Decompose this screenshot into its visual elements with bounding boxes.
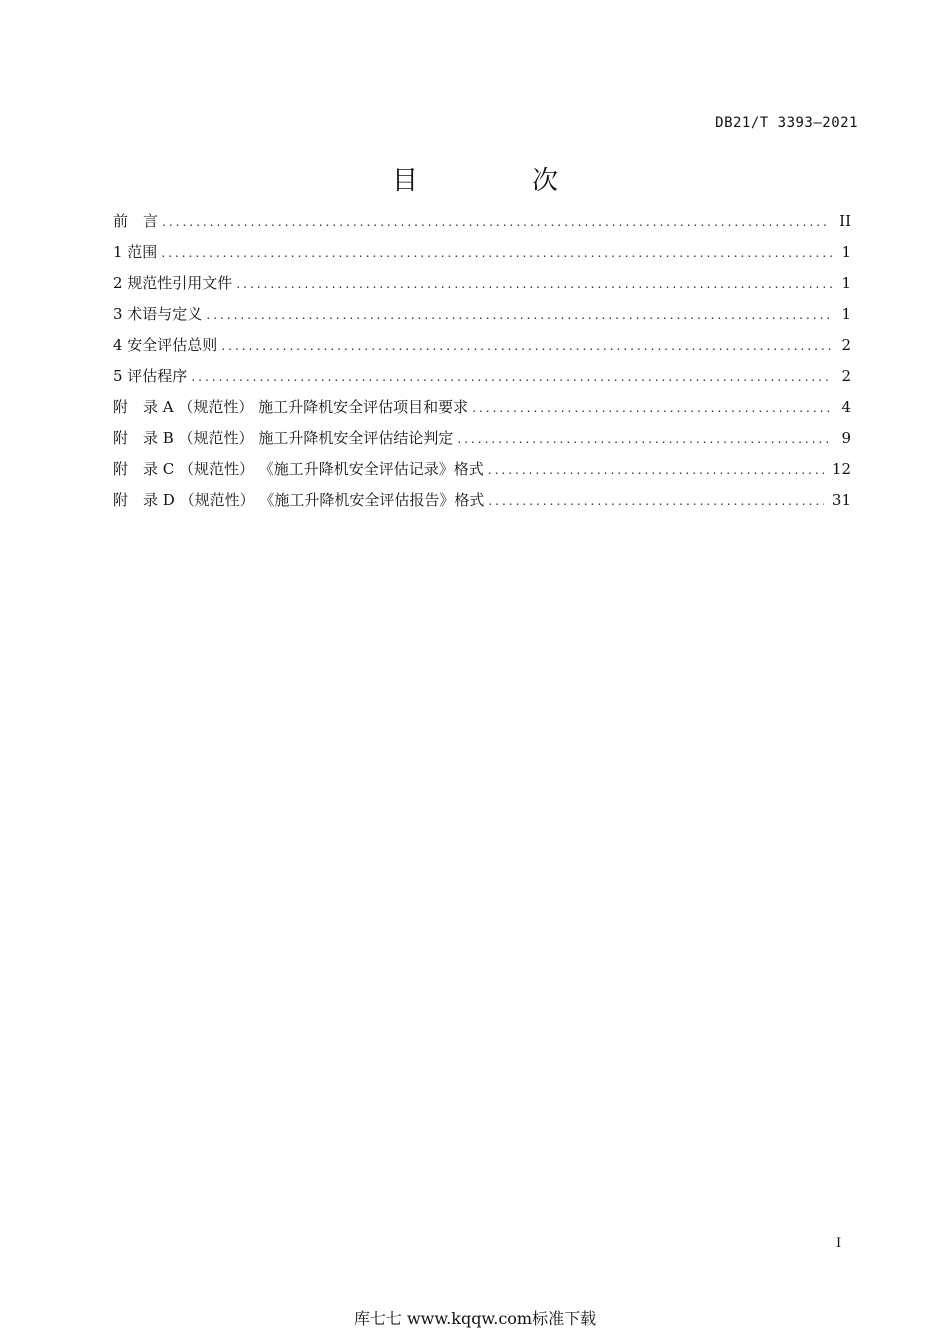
toc-entry-page: 2 bbox=[841, 336, 851, 354]
toc-entry[interactable] bbox=[113, 427, 851, 458]
toc-leader-dots bbox=[161, 246, 833, 260]
footer-watermark: 库七七 www.kqqw.com标准下载 bbox=[353, 1309, 597, 1328]
document-code: DB21/T 3393—2021 bbox=[715, 115, 858, 131]
toc-entry-label: 1 范围 bbox=[113, 243, 158, 261]
toc-leader-dots bbox=[221, 339, 833, 353]
toc-entry-label: 附 录 C （规范性） 《施工升降机安全评估记录》格式 bbox=[113, 460, 484, 478]
toc-entry[interactable] bbox=[113, 396, 851, 427]
page-title: 目 次 bbox=[391, 166, 602, 196]
toc-entry-page: 12 bbox=[831, 460, 851, 478]
page-number: I bbox=[836, 1236, 842, 1251]
toc-entry[interactable] bbox=[113, 458, 851, 489]
toc-entry-page: 1 bbox=[841, 305, 851, 323]
toc-entry-label: 前 言 bbox=[113, 212, 159, 230]
toc-entry[interactable] bbox=[113, 489, 851, 520]
toc-leader-dots bbox=[488, 494, 824, 508]
toc-leader-dots bbox=[162, 215, 831, 229]
toc-entry[interactable] bbox=[113, 210, 851, 241]
toc-entry-label: 4 安全评估总则 bbox=[113, 336, 218, 354]
toc-entry[interactable] bbox=[113, 272, 851, 303]
toc-entry-label: 5 评估程序 bbox=[113, 367, 188, 385]
toc-entry-page: 9 bbox=[841, 429, 851, 447]
table-of-contents bbox=[113, 210, 851, 520]
toc-entry-page: 1 bbox=[841, 274, 851, 292]
toc-entry[interactable] bbox=[113, 303, 851, 334]
toc-entry-label: 附 录 D （规范性） 《施工升降机安全评估报告》格式 bbox=[113, 491, 485, 509]
toc-entry-label: 附 录 A （规范性） 施工升降机安全评估项目和要求 bbox=[113, 398, 469, 416]
toc-entry[interactable] bbox=[113, 334, 851, 365]
toc-leader-dots bbox=[457, 432, 833, 446]
toc-entry-page: II bbox=[839, 212, 851, 230]
toc-leader-dots bbox=[191, 370, 833, 384]
toc-entry[interactable] bbox=[113, 365, 851, 396]
toc-entry-page: 2 bbox=[841, 367, 851, 385]
toc-entry-page: 1 bbox=[841, 243, 851, 261]
toc-leader-dots bbox=[488, 463, 824, 477]
toc-entry-label: 2 规范性引用文件 bbox=[113, 274, 233, 292]
toc-entry-label: 附 录 B （规范性） 施工升降机安全评估结论判定 bbox=[113, 429, 454, 447]
toc-entry-label: 3 术语与定义 bbox=[113, 305, 203, 323]
toc-leader-dots bbox=[236, 277, 833, 291]
toc-entry-page: 31 bbox=[831, 491, 851, 509]
toc-entry-page: 4 bbox=[841, 398, 851, 416]
toc-leader-dots bbox=[472, 401, 833, 415]
toc-leader-dots bbox=[206, 308, 833, 322]
toc-entry[interactable] bbox=[113, 241, 851, 272]
